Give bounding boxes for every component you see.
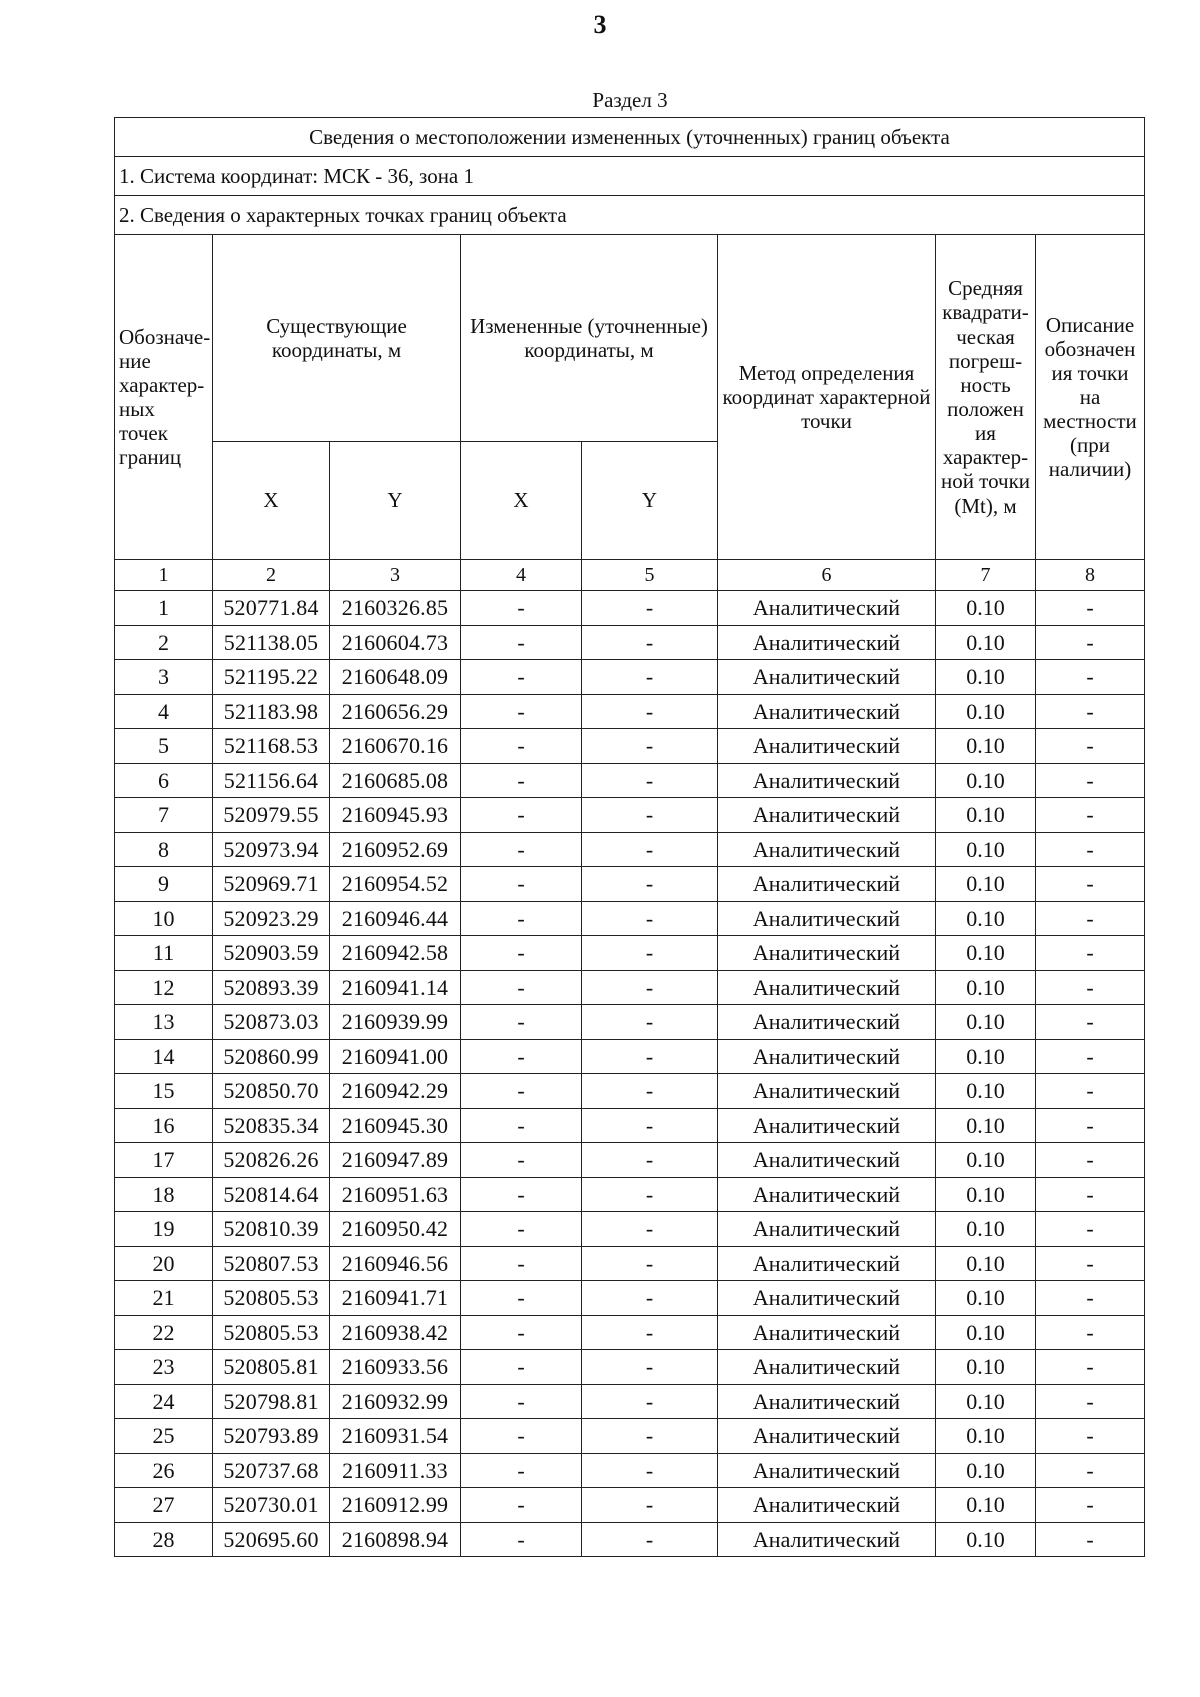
changed-x-cell: - bbox=[461, 936, 582, 971]
description-cell: - bbox=[1036, 729, 1145, 764]
existing-y-cell: 2160952.69 bbox=[330, 832, 461, 867]
mse-cell: 0.10 bbox=[936, 936, 1036, 971]
method-cell: Аналитический bbox=[718, 1177, 936, 1212]
changed-y-cell: - bbox=[582, 625, 718, 660]
description-cell: - bbox=[1036, 936, 1145, 971]
description-cell: - bbox=[1036, 763, 1145, 798]
existing-x-cell: 520810.39 bbox=[213, 1212, 330, 1247]
table-row bbox=[115, 591, 1145, 626]
description-cell: - bbox=[1036, 867, 1145, 902]
changed-y-cell: - bbox=[582, 1177, 718, 1212]
existing-x-cell: 520979.55 bbox=[213, 798, 330, 833]
existing-x-cell: 520893.39 bbox=[213, 970, 330, 1005]
changed-x-cell: - bbox=[461, 1246, 582, 1281]
method-cell: Аналитический bbox=[718, 694, 936, 729]
changed-x-cell: - bbox=[461, 1419, 582, 1454]
changed-x-cell: - bbox=[461, 660, 582, 695]
method-cell: Аналитический bbox=[718, 832, 936, 867]
description-cell: - bbox=[1036, 591, 1145, 626]
point-number-cell: 14 bbox=[115, 1039, 213, 1074]
mse-cell: 0.10 bbox=[936, 1108, 1036, 1143]
mse-cell: 0.10 bbox=[936, 729, 1036, 764]
existing-x-cell: 520737.68 bbox=[213, 1453, 330, 1488]
mse-cell: 0.10 bbox=[936, 1350, 1036, 1385]
table-row bbox=[115, 1177, 1145, 1212]
existing-y-cell: 2160945.93 bbox=[330, 798, 461, 833]
mse-cell: 0.10 bbox=[936, 1419, 1036, 1454]
description-cell: - bbox=[1036, 1384, 1145, 1419]
existing-y-cell: 2160939.99 bbox=[330, 1005, 461, 1040]
description-cell: - bbox=[1036, 1074, 1145, 1109]
existing-y-cell: 2160670.16 bbox=[330, 729, 461, 764]
header-existing-x: X bbox=[213, 442, 330, 560]
changed-y-cell: - bbox=[582, 832, 718, 867]
changed-x-cell: - bbox=[461, 694, 582, 729]
existing-x-cell: 520903.59 bbox=[213, 936, 330, 971]
point-number-cell: 22 bbox=[115, 1315, 213, 1350]
method-cell: Аналитический bbox=[718, 763, 936, 798]
changed-y-cell: - bbox=[582, 1143, 718, 1178]
description-cell: - bbox=[1036, 1419, 1145, 1454]
existing-x-cell: 521156.64 bbox=[213, 763, 330, 798]
changed-y-cell: - bbox=[582, 1419, 718, 1454]
description-cell: - bbox=[1036, 1281, 1145, 1316]
changed-y-cell: - bbox=[582, 1005, 718, 1040]
table-row bbox=[115, 1350, 1145, 1385]
changed-x-cell: - bbox=[461, 591, 582, 626]
mse-cell: 0.10 bbox=[936, 660, 1036, 695]
description-cell: - bbox=[1036, 625, 1145, 660]
existing-y-cell: 2160326.85 bbox=[330, 591, 461, 626]
existing-y-cell: 2160954.52 bbox=[330, 867, 461, 902]
existing-x-cell: 520826.26 bbox=[213, 1143, 330, 1178]
existing-y-cell: 2160942.29 bbox=[330, 1074, 461, 1109]
method-cell: Аналитический bbox=[718, 660, 936, 695]
method-cell: Аналитический bbox=[718, 1315, 936, 1350]
changed-y-cell: - bbox=[582, 1488, 718, 1523]
table-row bbox=[115, 970, 1145, 1005]
existing-x-cell: 521195.22 bbox=[213, 660, 330, 695]
point-number-cell: 24 bbox=[115, 1384, 213, 1419]
mse-cell: 0.10 bbox=[936, 1074, 1036, 1109]
points-heading: 2. Сведения о характерных точках границ объекта bbox=[115, 196, 1145, 235]
description-cell: - bbox=[1036, 1039, 1145, 1074]
column-number: 5 bbox=[582, 560, 718, 591]
description-cell: - bbox=[1036, 901, 1145, 936]
mse-cell: 0.10 bbox=[936, 1212, 1036, 1247]
header-mse: Средняя квадрати-ческая погреш-ность положен ия характер-ной точки (Mt), м bbox=[936, 235, 1036, 560]
header-existing-coords: Существующие координаты, м bbox=[213, 235, 461, 442]
mse-cell: 0.10 bbox=[936, 591, 1036, 626]
existing-x-cell: 520860.99 bbox=[213, 1039, 330, 1074]
changed-x-cell: - bbox=[461, 1005, 582, 1040]
table-row bbox=[115, 660, 1145, 695]
existing-y-cell: 2160946.44 bbox=[330, 901, 461, 936]
changed-y-cell: - bbox=[582, 936, 718, 971]
description-cell: - bbox=[1036, 1453, 1145, 1488]
changed-y-cell: - bbox=[582, 1384, 718, 1419]
point-number-cell: 28 bbox=[115, 1522, 213, 1557]
point-number-cell: 11 bbox=[115, 936, 213, 971]
existing-y-cell: 2160947.89 bbox=[330, 1143, 461, 1178]
existing-x-cell: 520695.60 bbox=[213, 1522, 330, 1557]
existing-x-cell: 521138.05 bbox=[213, 625, 330, 660]
mse-cell: 0.10 bbox=[936, 694, 1036, 729]
changed-y-cell: - bbox=[582, 798, 718, 833]
point-number-cell: 20 bbox=[115, 1246, 213, 1281]
point-number-cell: 10 bbox=[115, 901, 213, 936]
table-row bbox=[115, 1074, 1145, 1109]
header-designation: Обозначе-ние характер-ных точек границ bbox=[115, 235, 213, 560]
column-number: 3 bbox=[330, 560, 461, 591]
mse-cell: 0.10 bbox=[936, 832, 1036, 867]
table-row bbox=[115, 936, 1145, 971]
point-number-cell: 15 bbox=[115, 1074, 213, 1109]
table-row bbox=[115, 1246, 1145, 1281]
existing-x-cell: 520923.29 bbox=[213, 901, 330, 936]
method-cell: Аналитический bbox=[718, 1005, 936, 1040]
description-cell: - bbox=[1036, 798, 1145, 833]
point-number-cell: 21 bbox=[115, 1281, 213, 1316]
changed-y-cell: - bbox=[582, 1350, 718, 1385]
page-number: 3 bbox=[593, 10, 607, 39]
existing-x-cell: 520793.89 bbox=[213, 1419, 330, 1454]
header-method: Метод определения координат характерной точки bbox=[718, 235, 936, 560]
mse-cell: 0.10 bbox=[936, 1143, 1036, 1178]
changed-y-cell: - bbox=[582, 729, 718, 764]
changed-x-cell: - bbox=[461, 1453, 582, 1488]
mse-cell: 0.10 bbox=[936, 1039, 1036, 1074]
existing-y-cell: 2160946.56 bbox=[330, 1246, 461, 1281]
table-row bbox=[115, 729, 1145, 764]
changed-y-cell: - bbox=[582, 1281, 718, 1316]
changed-y-cell: - bbox=[582, 1315, 718, 1350]
header-changed-coords: Измененные (уточненные) координаты, м bbox=[461, 235, 718, 442]
column-number: 4 bbox=[461, 560, 582, 591]
method-cell: Аналитический bbox=[718, 1522, 936, 1557]
changed-x-cell: - bbox=[461, 1143, 582, 1178]
changed-y-cell: - bbox=[582, 1522, 718, 1557]
existing-x-cell: 520814.64 bbox=[213, 1177, 330, 1212]
point-number-cell: 19 bbox=[115, 1212, 213, 1247]
mse-cell: 0.10 bbox=[936, 1522, 1036, 1557]
description-cell: - bbox=[1036, 1350, 1145, 1385]
changed-y-cell: - bbox=[582, 1108, 718, 1143]
changed-x-cell: - bbox=[461, 1177, 582, 1212]
existing-y-cell: 2160911.33 bbox=[330, 1453, 461, 1488]
table-row bbox=[115, 1281, 1145, 1316]
changed-x-cell: - bbox=[461, 798, 582, 833]
description-cell: - bbox=[1036, 1005, 1145, 1040]
table-row bbox=[115, 901, 1145, 936]
table-row bbox=[115, 1453, 1145, 1488]
existing-y-cell: 2160942.58 bbox=[330, 936, 461, 971]
existing-y-cell: 2160604.73 bbox=[330, 625, 461, 660]
point-number-cell: 26 bbox=[115, 1453, 213, 1488]
point-number-cell: 2 bbox=[115, 625, 213, 660]
column-number: 2 bbox=[213, 560, 330, 591]
table-row bbox=[115, 1384, 1145, 1419]
description-cell: - bbox=[1036, 694, 1145, 729]
description-cell: - bbox=[1036, 1108, 1145, 1143]
existing-x-cell: 520850.70 bbox=[213, 1074, 330, 1109]
changed-y-cell: - bbox=[582, 867, 718, 902]
table-row bbox=[115, 1108, 1145, 1143]
table-row bbox=[115, 798, 1145, 833]
point-number-cell: 16 bbox=[115, 1108, 213, 1143]
existing-y-cell: 2160950.42 bbox=[330, 1212, 461, 1247]
description-cell: - bbox=[1036, 660, 1145, 695]
point-number-cell: 4 bbox=[115, 694, 213, 729]
coord-system-line: 1. Система координат: МСК - 36, зона 1 bbox=[115, 157, 1145, 196]
point-number-cell: 9 bbox=[115, 867, 213, 902]
existing-x-cell: 520973.94 bbox=[213, 832, 330, 867]
method-cell: Аналитический bbox=[718, 591, 936, 626]
point-number-cell: 23 bbox=[115, 1350, 213, 1385]
changed-x-cell: - bbox=[461, 1212, 582, 1247]
existing-x-cell: 520805.81 bbox=[213, 1350, 330, 1385]
mse-cell: 0.10 bbox=[936, 625, 1036, 660]
existing-y-cell: 2160656.29 bbox=[330, 694, 461, 729]
changed-y-cell: - bbox=[582, 1074, 718, 1109]
method-cell: Аналитический bbox=[718, 1384, 936, 1419]
method-cell: Аналитический bbox=[718, 970, 936, 1005]
point-number-cell: 5 bbox=[115, 729, 213, 764]
method-cell: Аналитический bbox=[718, 625, 936, 660]
table-row bbox=[115, 1039, 1145, 1074]
table-row bbox=[115, 625, 1145, 660]
existing-x-cell: 520835.34 bbox=[213, 1108, 330, 1143]
header-changed-x: X bbox=[461, 442, 582, 560]
changed-y-cell: - bbox=[582, 901, 718, 936]
method-cell: Аналитический bbox=[718, 1108, 936, 1143]
description-cell: - bbox=[1036, 1522, 1145, 1557]
table-row bbox=[115, 1143, 1145, 1178]
method-cell: Аналитический bbox=[718, 867, 936, 902]
mse-cell: 0.10 bbox=[936, 901, 1036, 936]
column-number-row bbox=[115, 560, 1145, 591]
existing-x-cell: 520805.53 bbox=[213, 1315, 330, 1350]
description-cell: - bbox=[1036, 1212, 1145, 1247]
table-row bbox=[115, 1419, 1145, 1454]
header-description: Описание обозначен ия точки на местности (при наличии) bbox=[1036, 235, 1145, 560]
table-row bbox=[115, 1212, 1145, 1247]
existing-y-cell: 2160685.08 bbox=[330, 763, 461, 798]
changed-x-cell: - bbox=[461, 867, 582, 902]
method-cell: Аналитический bbox=[718, 1212, 936, 1247]
existing-x-cell: 520798.81 bbox=[213, 1384, 330, 1419]
changed-x-cell: - bbox=[461, 1039, 582, 1074]
changed-x-cell: - bbox=[461, 970, 582, 1005]
point-number-cell: 6 bbox=[115, 763, 213, 798]
point-number-cell: 25 bbox=[115, 1419, 213, 1454]
changed-x-cell: - bbox=[461, 729, 582, 764]
method-cell: Аналитический bbox=[718, 1143, 936, 1178]
description-cell: - bbox=[1036, 1143, 1145, 1178]
mse-cell: 0.10 bbox=[936, 798, 1036, 833]
existing-y-cell: 2160945.30 bbox=[330, 1108, 461, 1143]
description-cell: - bbox=[1036, 1246, 1145, 1281]
mse-cell: 0.10 bbox=[936, 1005, 1036, 1040]
mse-cell: 0.10 bbox=[936, 970, 1036, 1005]
existing-y-cell: 2160931.54 bbox=[330, 1419, 461, 1454]
changed-x-cell: - bbox=[461, 1350, 582, 1385]
description-cell: - bbox=[1036, 970, 1145, 1005]
boundary-points-table bbox=[114, 117, 1145, 1557]
table-row bbox=[115, 1315, 1145, 1350]
existing-x-cell: 521183.98 bbox=[213, 694, 330, 729]
table-row bbox=[115, 694, 1145, 729]
existing-y-cell: 2160933.56 bbox=[330, 1350, 461, 1385]
existing-y-cell: 2160951.63 bbox=[330, 1177, 461, 1212]
table-row bbox=[115, 763, 1145, 798]
description-cell: - bbox=[1036, 832, 1145, 867]
description-cell: - bbox=[1036, 1315, 1145, 1350]
point-number-cell: 17 bbox=[115, 1143, 213, 1178]
existing-y-cell: 2160938.42 bbox=[330, 1315, 461, 1350]
point-number-cell: 8 bbox=[115, 832, 213, 867]
column-number: 1 bbox=[115, 560, 213, 591]
method-cell: Аналитический bbox=[718, 729, 936, 764]
table-title: Сведения о местоположении измененных (уточненных) границ объекта bbox=[115, 118, 1145, 157]
description-cell: - bbox=[1036, 1177, 1145, 1212]
point-number-cell: 27 bbox=[115, 1488, 213, 1523]
method-cell: Аналитический bbox=[718, 901, 936, 936]
method-cell: Аналитический bbox=[718, 798, 936, 833]
method-cell: Аналитический bbox=[718, 1419, 936, 1454]
method-cell: Аналитический bbox=[718, 1453, 936, 1488]
changed-y-cell: - bbox=[582, 591, 718, 626]
method-cell: Аналитический bbox=[718, 1074, 936, 1109]
existing-x-cell: 520730.01 bbox=[213, 1488, 330, 1523]
changed-x-cell: - bbox=[461, 832, 582, 867]
existing-x-cell: 520805.53 bbox=[213, 1281, 330, 1316]
point-number-cell: 12 bbox=[115, 970, 213, 1005]
changed-x-cell: - bbox=[461, 1522, 582, 1557]
existing-y-cell: 2160941.71 bbox=[330, 1281, 461, 1316]
existing-x-cell: 520969.71 bbox=[213, 867, 330, 902]
method-cell: Аналитический bbox=[718, 1246, 936, 1281]
changed-x-cell: - bbox=[461, 1074, 582, 1109]
mse-cell: 0.10 bbox=[936, 1384, 1036, 1419]
table-row bbox=[115, 1488, 1145, 1523]
mse-cell: 0.10 bbox=[936, 1315, 1036, 1350]
existing-y-cell: 2160941.00 bbox=[330, 1039, 461, 1074]
existing-x-cell: 520873.03 bbox=[213, 1005, 330, 1040]
existing-x-cell: 520807.53 bbox=[213, 1246, 330, 1281]
point-number-cell: 3 bbox=[115, 660, 213, 695]
changed-y-cell: - bbox=[582, 1453, 718, 1488]
column-number: 7 bbox=[936, 560, 1036, 591]
point-number-cell: 7 bbox=[115, 798, 213, 833]
changed-y-cell: - bbox=[582, 694, 718, 729]
changed-y-cell: - bbox=[582, 1246, 718, 1281]
description-cell: - bbox=[1036, 1488, 1145, 1523]
changed-x-cell: - bbox=[461, 1488, 582, 1523]
existing-x-cell: 520771.84 bbox=[213, 591, 330, 626]
column-number: 8 bbox=[1036, 560, 1145, 591]
table-row bbox=[115, 1005, 1145, 1040]
header-changed-y: Y bbox=[582, 442, 718, 560]
existing-y-cell: 2160648.09 bbox=[330, 660, 461, 695]
method-cell: Аналитический bbox=[718, 1039, 936, 1074]
changed-y-cell: - bbox=[582, 1212, 718, 1247]
mse-cell: 0.10 bbox=[936, 1246, 1036, 1281]
table-row bbox=[115, 867, 1145, 902]
existing-y-cell: 2160912.99 bbox=[330, 1488, 461, 1523]
header-existing-y: Y bbox=[330, 442, 461, 560]
changed-x-cell: - bbox=[461, 1281, 582, 1316]
table-row bbox=[115, 1522, 1145, 1557]
existing-y-cell: 2160941.14 bbox=[330, 970, 461, 1005]
changed-x-cell: - bbox=[461, 625, 582, 660]
existing-y-cell: 2160898.94 bbox=[330, 1522, 461, 1557]
point-number-cell: 18 bbox=[115, 1177, 213, 1212]
changed-y-cell: - bbox=[582, 1039, 718, 1074]
mse-cell: 0.10 bbox=[936, 1488, 1036, 1523]
mse-cell: 0.10 bbox=[936, 1177, 1036, 1212]
mse-cell: 0.10 bbox=[936, 763, 1036, 798]
changed-x-cell: - bbox=[461, 1384, 582, 1419]
method-cell: Аналитический bbox=[718, 936, 936, 971]
mse-cell: 0.10 bbox=[936, 1281, 1036, 1316]
existing-y-cell: 2160932.99 bbox=[330, 1384, 461, 1419]
column-number: 6 bbox=[718, 560, 936, 591]
method-cell: Аналитический bbox=[718, 1350, 936, 1385]
changed-x-cell: - bbox=[461, 763, 582, 798]
method-cell: Аналитический bbox=[718, 1281, 936, 1316]
changed-y-cell: - bbox=[582, 763, 718, 798]
mse-cell: 0.10 bbox=[936, 1453, 1036, 1488]
table-row bbox=[115, 832, 1145, 867]
changed-x-cell: - bbox=[461, 1108, 582, 1143]
method-cell: Аналитический bbox=[718, 1488, 936, 1523]
existing-x-cell: 521168.53 bbox=[213, 729, 330, 764]
changed-y-cell: - bbox=[582, 660, 718, 695]
changed-y-cell: - bbox=[582, 970, 718, 1005]
changed-x-cell: - bbox=[461, 1315, 582, 1350]
section-label: Раздел 3 bbox=[592, 88, 668, 112]
point-number-cell: 1 bbox=[115, 591, 213, 626]
changed-x-cell: - bbox=[461, 901, 582, 936]
point-number-cell: 13 bbox=[115, 1005, 213, 1040]
mse-cell: 0.10 bbox=[936, 867, 1036, 902]
